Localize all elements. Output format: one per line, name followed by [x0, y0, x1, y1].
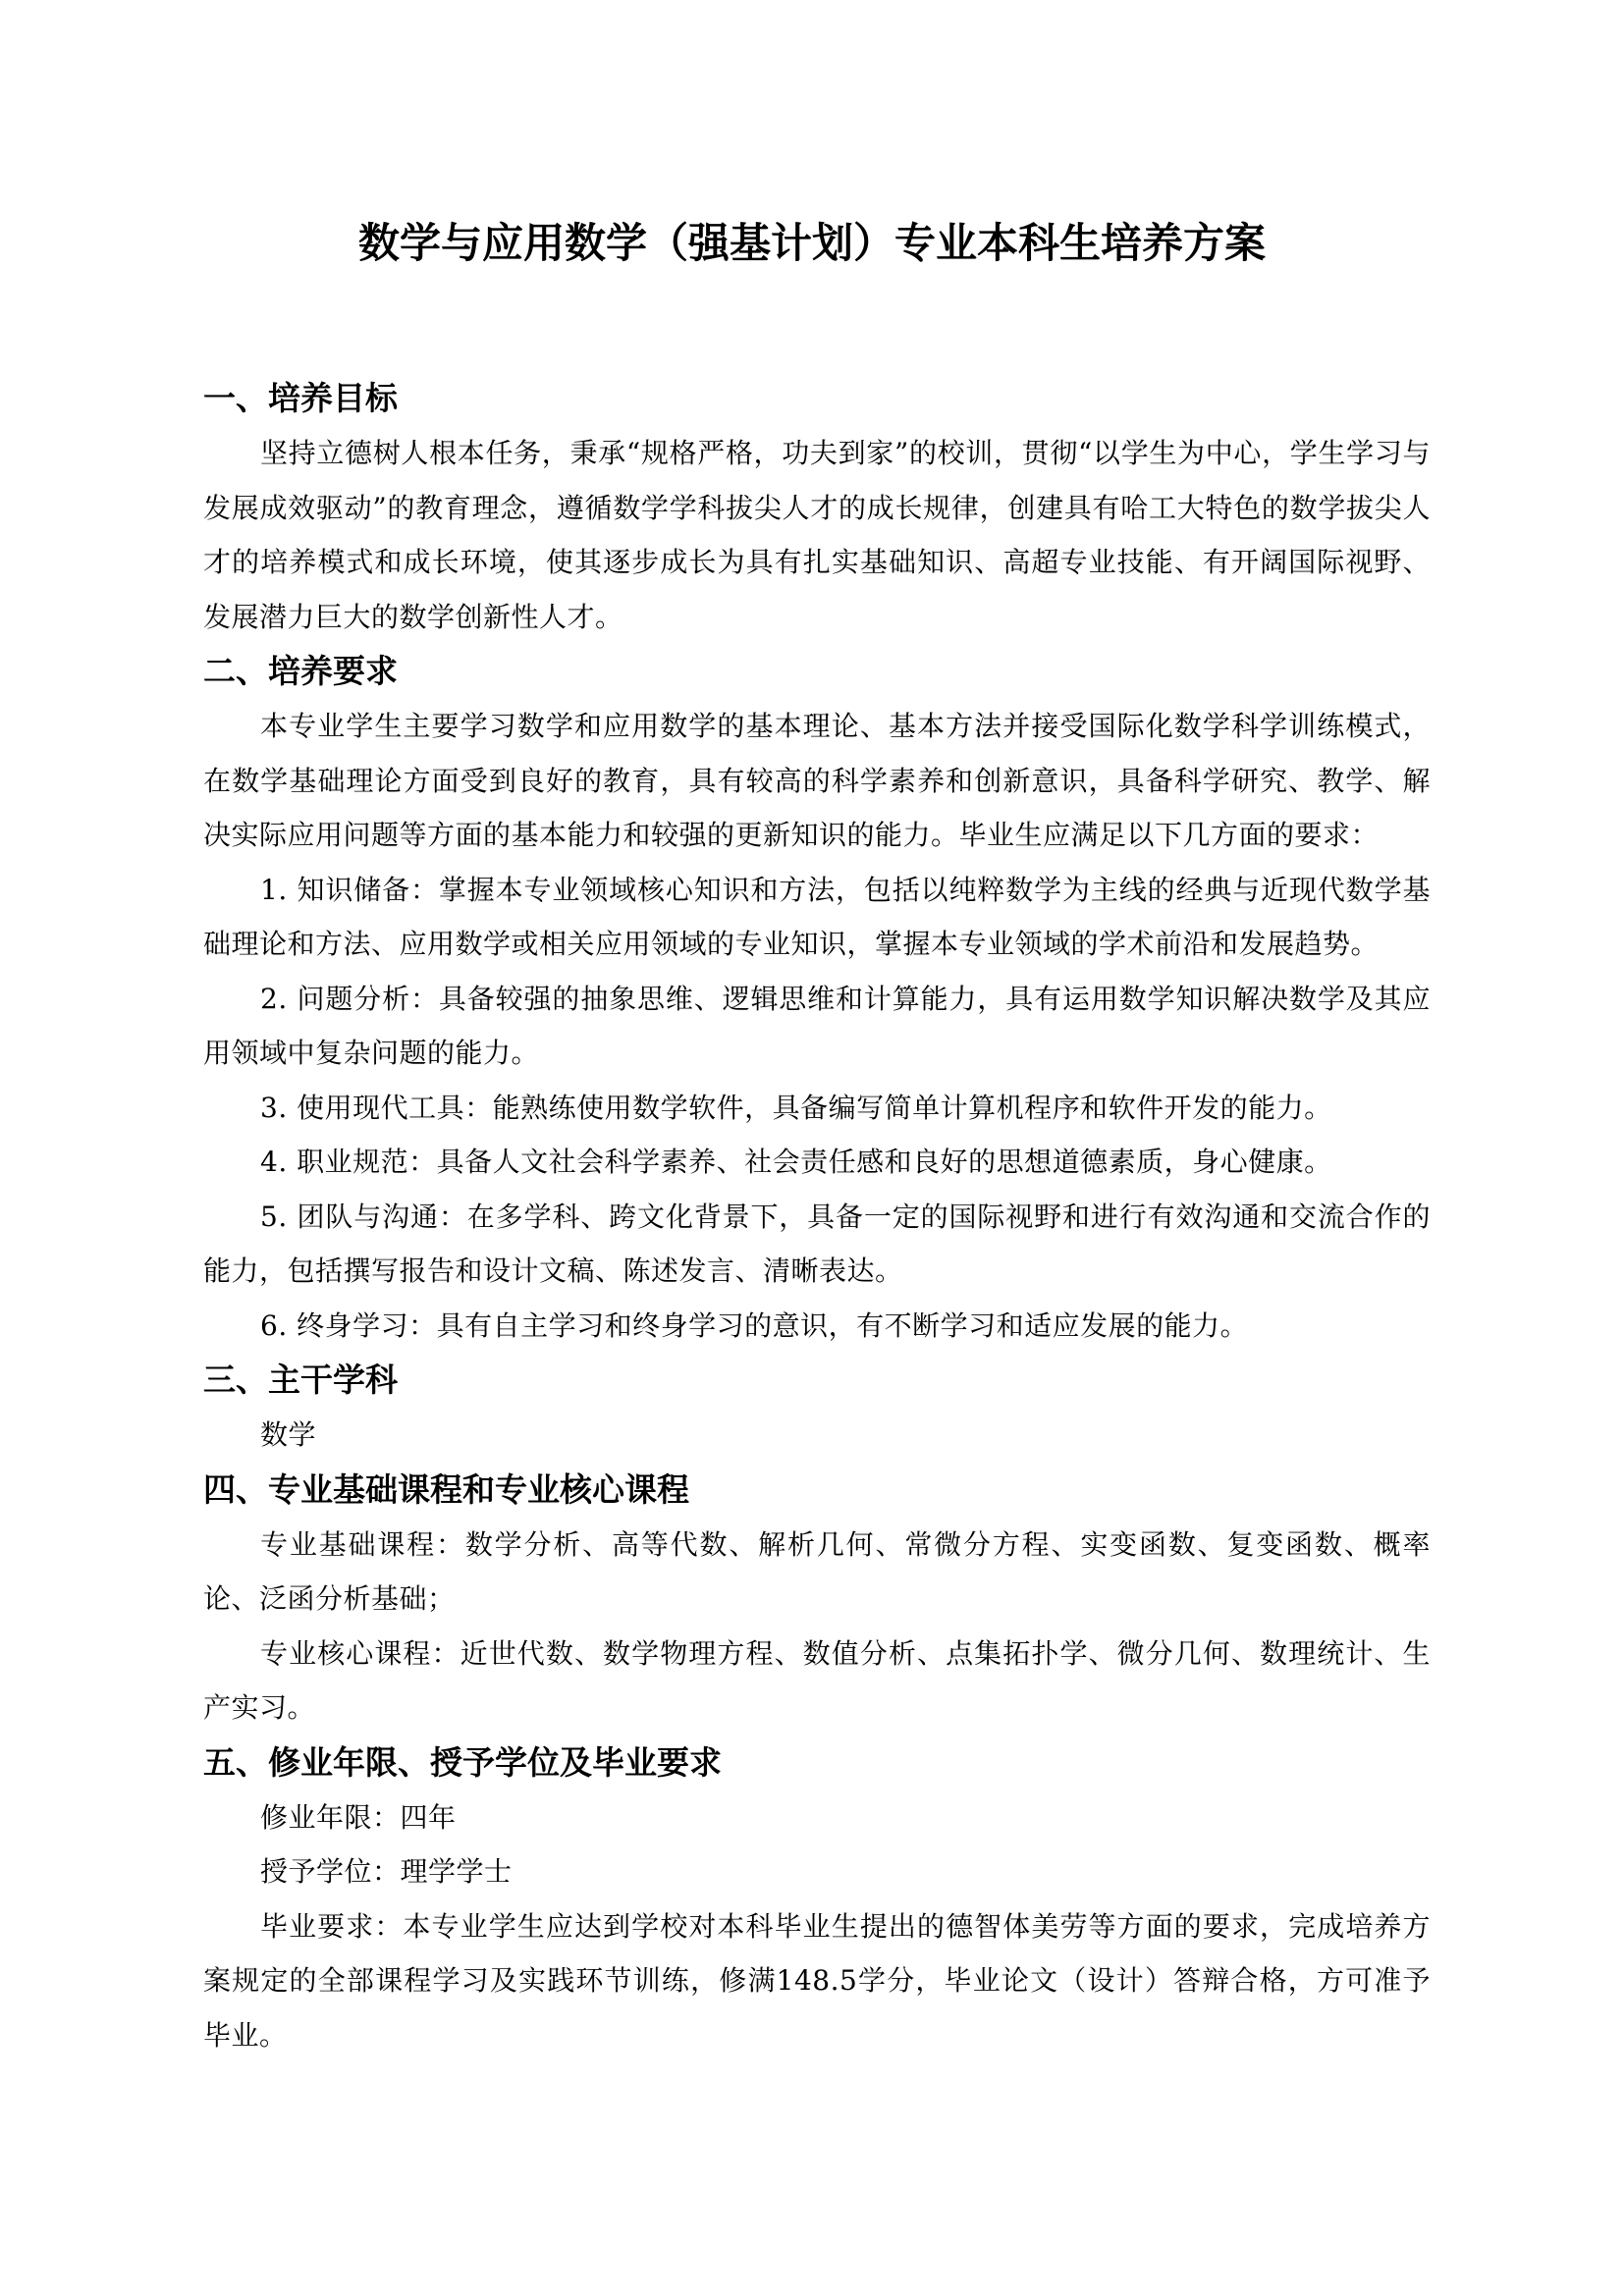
requirement-item: 4. 职业规范：具备人文社会科学素养、社会责任感和良好的思想道德素质，身心健康。 [260, 1146, 1332, 1178]
paragraph: 专业基础课程：数学分析、高等代数、解析几何、常微分方程、实变函数、复变函数、概率论、泛函分析基础； [203, 1527, 1431, 1615]
section-courses [203, 1463, 1431, 1735]
paragraph: 修业年限：四年 [260, 1800, 457, 1834]
requirement-item: 6. 终身学习：具有自主学习和终身学习的意识，有不断学习和适应发展的能力。 [260, 1308, 1249, 1342]
section-heading: 一、培养目标 [203, 379, 398, 417]
section-main-discipline [203, 1353, 1431, 1463]
requirement-item: 1. 知识储备：掌握本专业领域核心知识和方法，包括以纯粹数学为主线的经典与近现代数学基础理论和方法、应用数学或相关应用领域的专业知识，掌握本专业领域的学术前沿和发展趋势。 [203, 873, 1431, 960]
section-heading: 五、修业年限、授予学位及毕业要求 [203, 1742, 722, 1782]
section-heading: 二、培养要求 [203, 652, 398, 690]
section-training-goals [203, 371, 1431, 644]
paragraph: 专业核心课程：近世代数、数学物理方程、数值分析、点集拓扑学、微分几何、数理统计、生产实习。 [203, 1636, 1431, 1724]
section-heading: 三、主干学科 [203, 1361, 398, 1399]
requirement-item: 2. 问题分析：具备较强的抽象思维、逻辑思维和计算能力，具有运用数学知识解决数学及其应用领域中复杂问题的能力。 [203, 982, 1431, 1069]
requirement-item: 3. 使用现代工具：能熟练使用数学软件，具备编写简单计算机程序和软件开发的能力。 [260, 1091, 1332, 1124]
paragraph: 本专业学生主要学习数学和应用数学的基本理论、基本方法并接受国际化数学科学训练模式，在数学基础理论方面受到良好的教育，具有较高的科学素养和创新意识，具备科学研究、教学、解决实际应用问题等方面的基本能力和较强的更新知识的能力。毕业生应满足以下几方面的要求： [203, 710, 1431, 851]
paragraph: 毕业要求：本专业学生应达到学校对本科毕业生提出的德智体美劳等方面的要求，完成培养方案规定的全部课程学习及实践环节训练，修满148.5学分，毕业论文（设计）答辩合格，方可准予毕业。 [203, 1909, 1431, 2052]
paragraph: 授予学位：理学学士 [260, 1855, 513, 1888]
document-body [203, 371, 1431, 2062]
page-title: 数学与应用数学（强基计划）专业本科生培养方案 [357, 219, 1266, 267]
paragraph: 坚持立德树人根本任务，秉承“规格严格，功夫到家”的校训，贯彻“以学生为中心，学生学习与发展成效驱动”的教育理念，遵循数学学科拔尖人才的成长规律，创建具有哈工大特色的数学拔尖人才的培养模式和成长环境，使其逐步成长为具有扎实基础知识、高超专业技能、有开阔国际视野、发展潜力巨大的数学创新性人才。 [203, 437, 1431, 633]
requirement-item: 5. 团队与沟通：在多学科、跨文化背景下，具备一定的国际视野和进行有效沟通和交流合作的能力，包括撰写报告和设计文稿、陈述发言、清晰表达。 [203, 1200, 1431, 1287]
paragraph: 数学 [260, 1418, 317, 1451]
section-training-requirements [203, 644, 1431, 1353]
section-heading: 四、专业基础课程和专业核心课程 [203, 1469, 689, 1509]
section-duration-degree [203, 1735, 1431, 2063]
